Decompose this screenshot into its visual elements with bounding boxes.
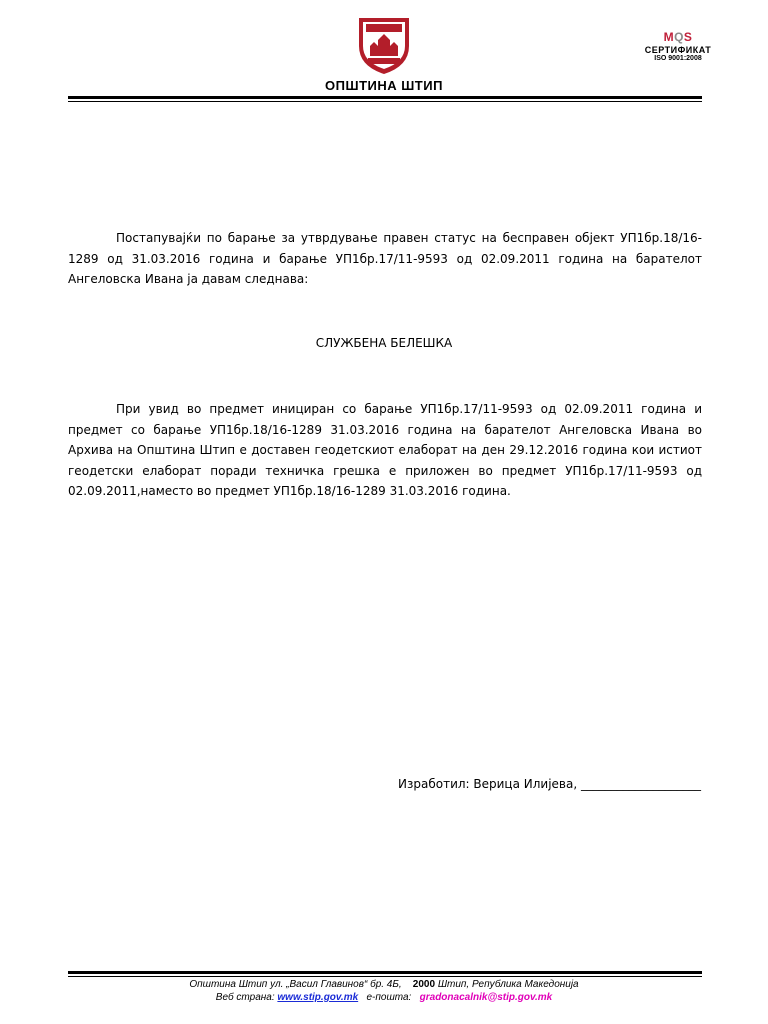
certificate-badge <box>622 30 734 62</box>
email-link[interactable]: gradonacalnik@stip.gov.mk <box>419 992 553 1003</box>
mqs-logo: MQS <box>663 30 693 44</box>
municipality-title: ОПШТИНА ШТИП <box>325 78 443 93</box>
website-link[interactable]: www.stip.gov.mk <box>277 992 359 1003</box>
footer-divider-thin <box>68 976 702 977</box>
official-note-title: СЛУЖБЕНА БЕЛЕШКА <box>315 336 453 350</box>
municipality-crest-logo <box>354 12 414 76</box>
header-divider <box>68 96 702 99</box>
signature-line: Изработил: Верица Илијева, ____________________ <box>398 777 701 791</box>
certificate-title: СЕРТИФИКАТ <box>644 45 712 55</box>
intro-paragraph: Постапувајќи по барање за утврдување правен статус на бесправен објект УП1бр.18/16-1289 од 31.03.2016 година и барање УП1бр.17/11-9593 од 02.09.2011 година на барателот Ангеловска Ивана ја давам следнава: <box>68 231 702 286</box>
footer-contact <box>0 978 768 1004</box>
header-divider-thin <box>68 101 702 102</box>
footer-divider <box>68 971 702 974</box>
main-paragraph: При увид во предмет инициран со барање УП1бр.17/11-9593 од 02.09.2011 година и предмет со барање УП1бр.18/16-1289 31.03.2016 година на барателот Ангеловска Ивана во Архива на Општина Штип е доставен геодетскиот елаборат на ден 29.12.2016 година кои истиот геодетски елаборат поради техничка грешка е приложен во предмет УП1бр.17/11-9593 од 02.09.2011,наместо во предмет УП1бр.18/16-1289 31.03.2016 година. <box>68 402 702 498</box>
footer-links: Веб страна: www.stip.gov.mk е-пошта: gradonacalnik@stip.gov.mk <box>215 992 553 1003</box>
footer-address: Општина Штип ул. „Васил Главинов“ бр. 4Б, 2000 Штип, Република Македонија <box>189 979 579 990</box>
iso-standard: ISO 9001:2008 <box>654 55 702 62</box>
